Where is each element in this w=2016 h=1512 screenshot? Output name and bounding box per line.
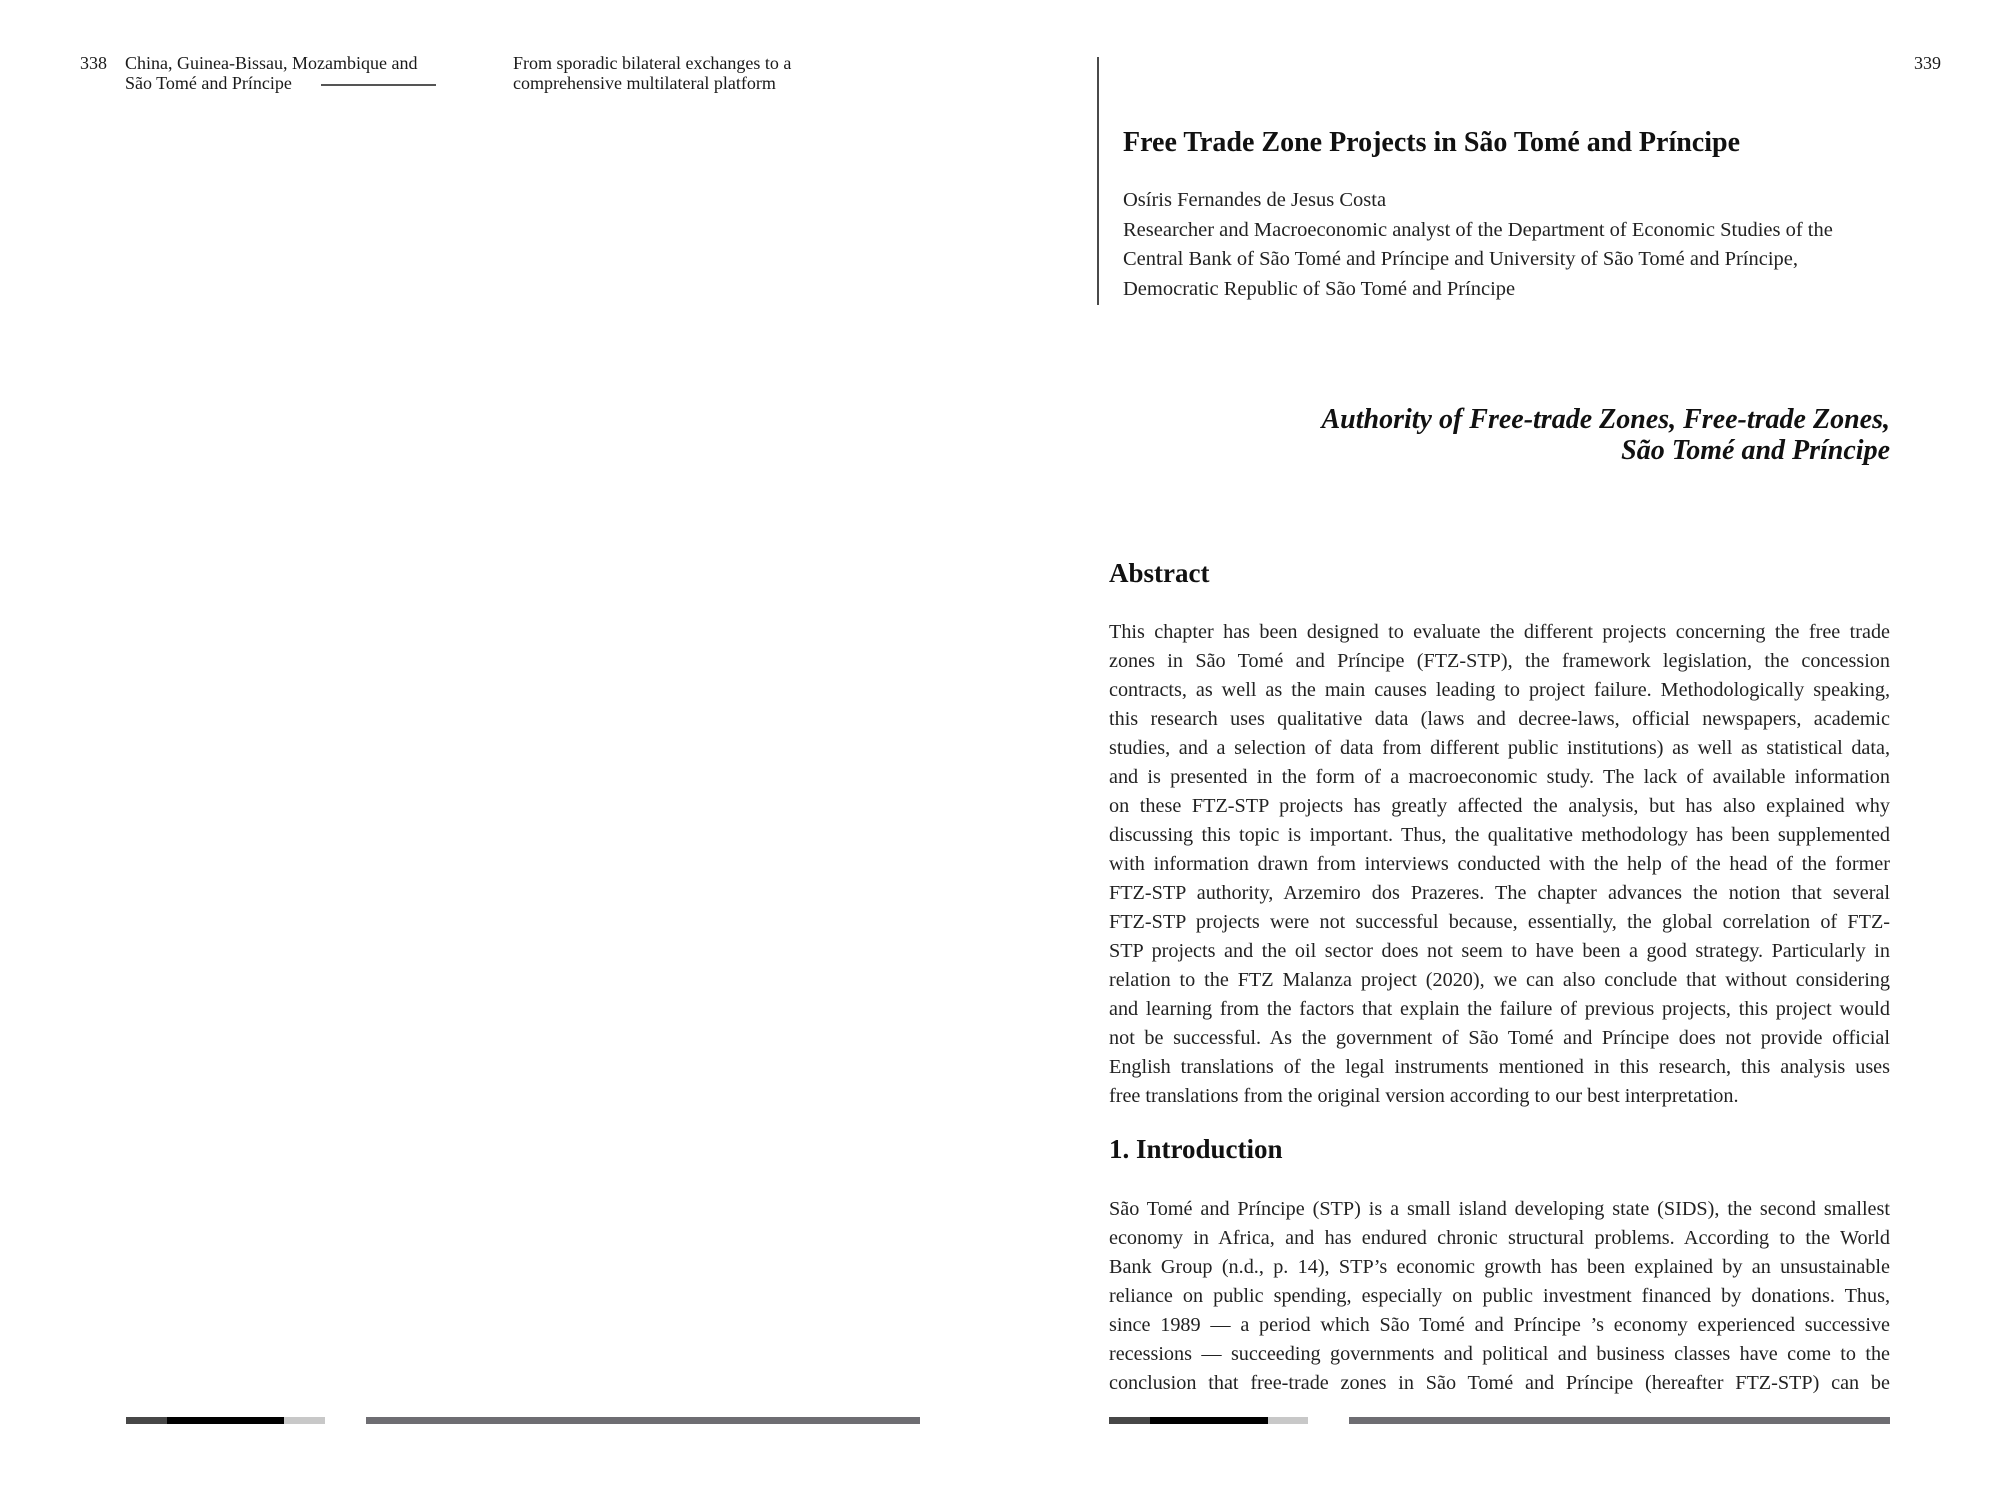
footer-bar-dark (126, 1417, 167, 1424)
running-head-book-line: São Tomé and Príncipe (125, 73, 292, 93)
abstract-line: This chapter has been designed to evaluate the different projects concerning the free trade (1109, 621, 1890, 643)
author-affiliation-line: Central Bank of São Tomé and Príncipe and University of São Tomé and Príncipe, (1123, 248, 1799, 270)
abstract-line: FTZ-STP authority, Arzemiro dos Prazeres. The chapter advances the notion that several (1109, 882, 1890, 904)
introduction-line: conclusion that free-trade zones in São Tomé and Príncipe (hereafter FTZ-STP) can be (1109, 1372, 1890, 1394)
introduction-line: reliance on public spending, especially on public investment financed by donations. Thus, (1109, 1285, 1890, 1307)
page-number-right: 339 (1914, 53, 1941, 73)
running-head-section-line: From sporadic bilateral exchanges to a (513, 53, 792, 73)
introduction-line: Bank Group (n.d., p. 14), STP’s economic growth has been explained by an unsustainable (1109, 1256, 1890, 1278)
keywords-line: São Tomé and Príncipe (1621, 435, 1890, 466)
keywords (1321, 404, 1890, 466)
footer-bar-long (366, 1417, 920, 1424)
running-head-rule (321, 84, 436, 86)
introduction-line: since 1989 — a period which São Tomé and Príncipe ’s economy experienced successive (1109, 1314, 1890, 1336)
abstract-line: relation to the FTZ Malanza project (2020), we can also conclude that without considering (1109, 969, 1890, 991)
abstract-line: and is presented in the form of a macroeconomic study. The lack of available information (1109, 766, 1890, 788)
abstract-line: studies, and a selection of data from different public institutions) as well as statistical data, (1109, 737, 1890, 759)
author-affiliation-line: Democratic Republic of São Tomé and Príncipe (1123, 277, 1516, 300)
running-head-section-line: comprehensive multilateral platform (513, 73, 776, 93)
footer-bar-black (167, 1417, 284, 1424)
abstract-line: and learning from the factors that explain the failure of previous projects, this project would (1109, 998, 1890, 1020)
abstract-line: English translations of the legal instruments mentioned in this research, this analysis uses (1109, 1056, 1890, 1078)
abstract-heading: Abstract (1109, 558, 1210, 588)
margin-rule (1097, 57, 1099, 305)
author-name: Osíris Fernandes de Jesus Costa (1123, 189, 1387, 211)
abstract-line: STP projects and the oil sector does not seem to have been a good strategy. Particularly in (1109, 940, 1890, 962)
footer-bar-dark (1109, 1417, 1150, 1424)
author-block (1123, 186, 1833, 304)
abstract-line: free translations from the original version according to our best interpretation. (1109, 1085, 1739, 1107)
introduction-line: economy in Africa, and has endured chronic structural problems. According to the World (1109, 1227, 1890, 1249)
running-head-book-line: China, Guinea-Bissau, Mozambique and (125, 53, 418, 73)
abstract-line: zones in São Tomé and Príncipe (FTZ-STP), the framework legislation, the concession (1109, 650, 1890, 672)
abstract-line: this research uses qualitative data (laws and decree-laws, official newspapers, academic (1109, 708, 1890, 730)
introduction-line: recessions — succeeding governments and political and business classes have come to the (1109, 1343, 1890, 1365)
chapter-title: Free Trade Zone Projects in São Tomé and Príncipe (1123, 127, 1741, 158)
introduction-line: São Tomé and Príncipe (STP) is a small island developing state (SIDS), the second smallest (1109, 1198, 1890, 1220)
author-affiliation-line: Researcher and Macroeconomic analyst of the Department of Economic Studies of the (1123, 218, 1833, 241)
abstract-line: with information drawn from interviews conducted with the help of the head of the former (1109, 853, 1890, 875)
abstract-line: not be successful. As the government of São Tomé and Príncipe does not provide official (1109, 1027, 1890, 1049)
introduction-heading: 1. Introduction (1109, 1134, 1283, 1164)
footer-bar-black (1150, 1417, 1268, 1424)
introduction-body (1109, 1195, 1890, 1398)
abstract-line: FTZ-STP projects were not successful because, essentially, the global correlation of FTZ- (1109, 911, 1890, 933)
footer-bar-long (1349, 1417, 1890, 1424)
page-number-left: 338 (80, 53, 107, 73)
footer-bar-light (284, 1417, 325, 1424)
abstract-line: contracts, as well as the main causes leading to project failure. Methodologically speaking, (1109, 679, 1890, 701)
abstract-line: discussing this topic is important. Thus, the qualitative methodology has been supplemented (1109, 824, 1890, 846)
abstract-line: on these FTZ-STP projects has greatly affected the analysis, but has also explained why (1109, 795, 1890, 817)
abstract-body (1109, 618, 1890, 1111)
footer-bar-light (1268, 1417, 1308, 1424)
running-head-book (125, 53, 417, 93)
keywords-line: Authority of Free-trade Zones, Free-trade Zones, (1321, 404, 1890, 435)
running-head-section (513, 53, 791, 93)
